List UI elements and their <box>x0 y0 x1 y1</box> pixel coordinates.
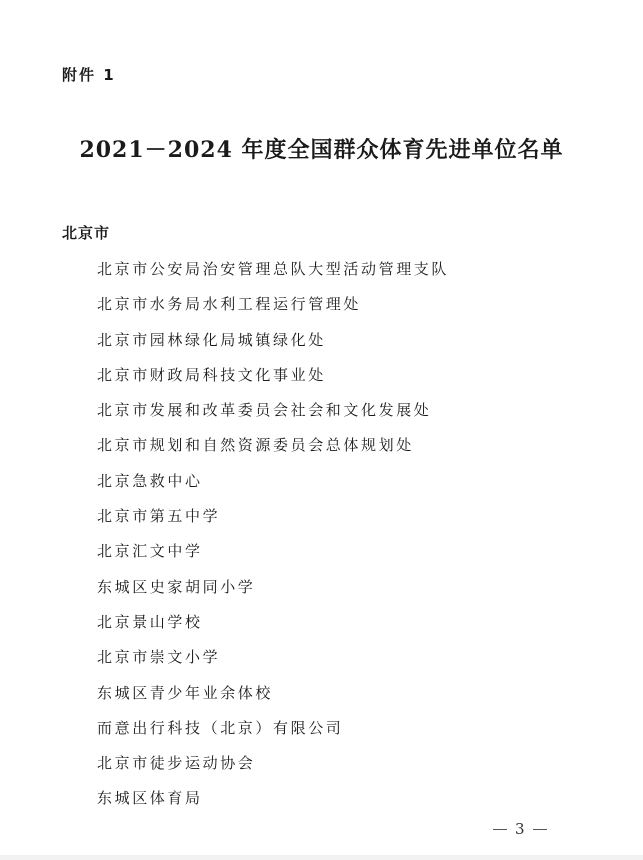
unit-list-item: 北京市规划和自然资源委员会总体规划处 <box>97 436 414 455</box>
section-heading-beijing: 北京市 <box>62 224 111 242</box>
unit-list-item: 北京市崇文小学 <box>97 648 221 667</box>
unit-list-item: 北京急救中心 <box>97 471 203 490</box>
unit-list-item: 北京市水务局水利工程运行管理处 <box>97 295 362 314</box>
unit-list-item: 东城区史家胡同小学 <box>97 577 256 596</box>
page-number <box>493 819 547 839</box>
unit-list-item: 北京市公安局治安管理总队大型活动管理支队 <box>97 260 450 278</box>
unit-list-item: 东城区体育局 <box>97 789 203 808</box>
page-number-dash-right <box>533 829 547 830</box>
unit-list-item: 北京市第五中学 <box>97 507 221 526</box>
document-title: 2021－2024 年度全国群众体育先进单位名单 <box>79 137 564 163</box>
unit-list-item: 而意出行科技（北京）有限公司 <box>97 718 344 737</box>
unit-list <box>97 257 449 822</box>
unit-list-item: 北京市园林绿化局城镇绿化处 <box>97 330 326 349</box>
page-number-dash-left <box>493 829 507 830</box>
page-bottom-edge <box>0 855 643 860</box>
unit-list-item: 北京景山学校 <box>97 612 203 631</box>
page-number-value: 3 <box>515 820 525 838</box>
unit-list-item: 北京市徒步运动协会 <box>97 754 256 773</box>
unit-list-item: 北京汇文中学 <box>97 542 203 561</box>
unit-list-item: 东城区青少年业余体校 <box>97 683 274 702</box>
unit-list-item: 北京市财政局科技文化事业处 <box>97 365 326 384</box>
unit-list-item: 北京市发展和改革委员会社会和文化发展处 <box>97 401 432 420</box>
attachment-label: 附件 1 <box>62 66 116 84</box>
